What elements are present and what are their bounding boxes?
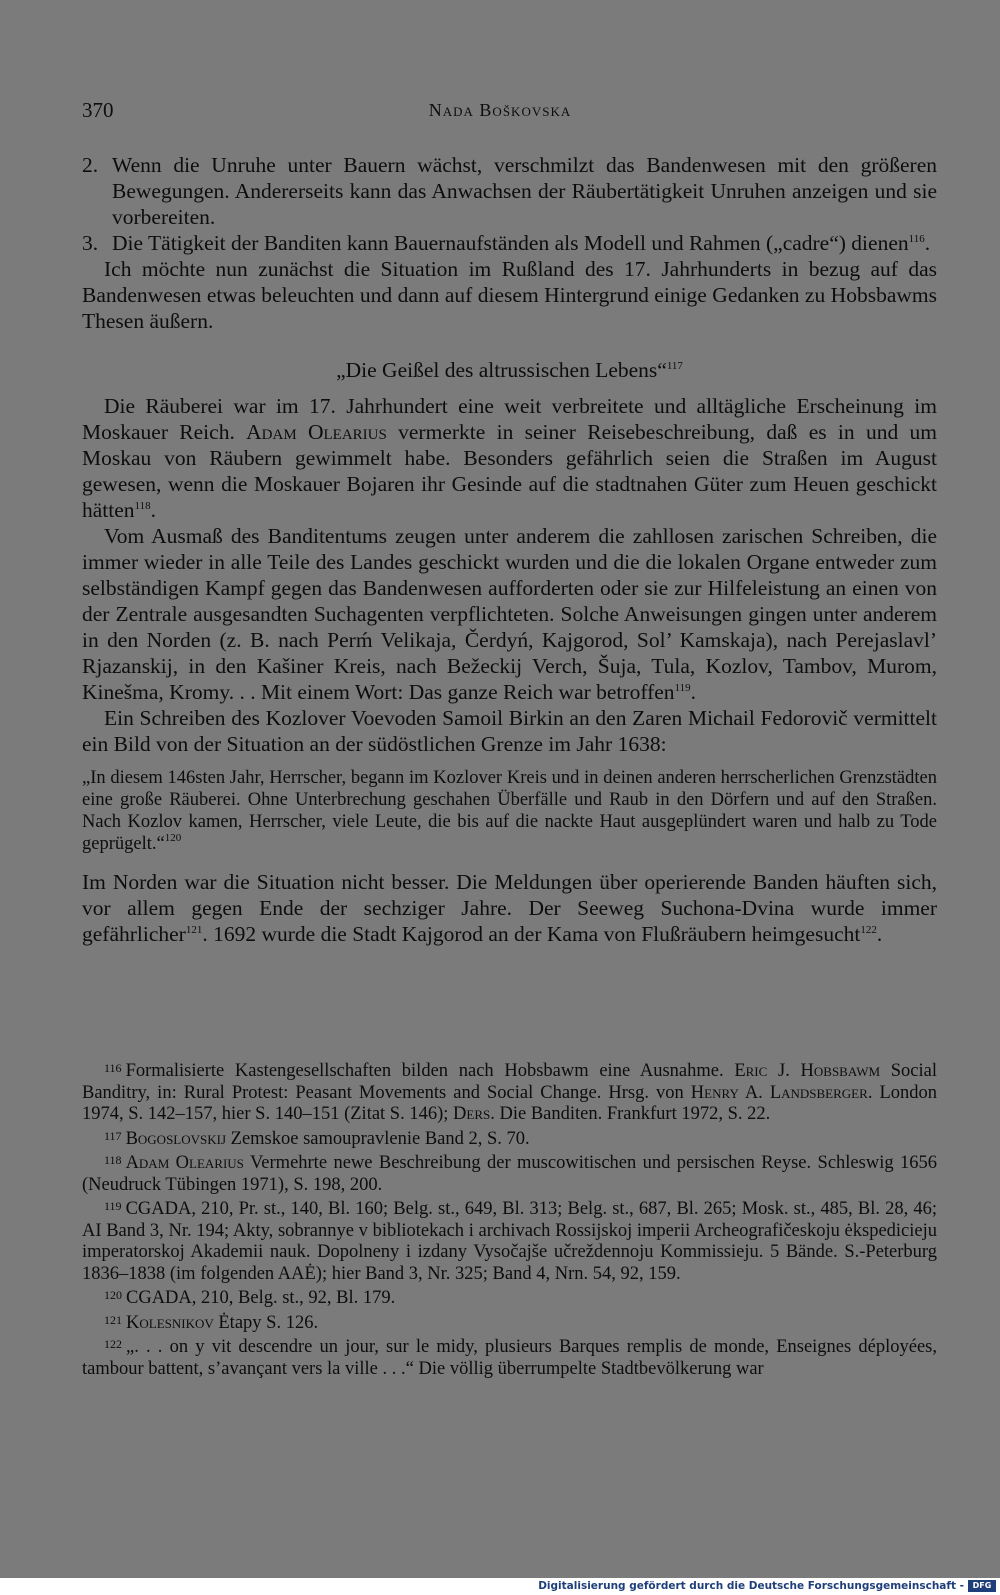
dfg-logo-icon[interactable]: DFG [968,1580,996,1592]
digitization-credit-bar [0,1578,1000,1595]
paragraph: Ein Schreiben des Kozlover Voevoden Samoil Birkin an den Zaren Michail Fedorovič vermittelt ein Bild von der Situation an der südöstlichen Grenze im Jahr 1638: [82,706,937,756]
author-name: Adam Olearius [246,420,387,444]
footnote-ref: 121 [185,924,203,936]
footnote-ref: 117 [666,360,683,372]
list-text: Wenn die Unruhe unter Bauern wächst, verschmilzt das Bandenwesen mit den größeren Bewegungen. Andererseits kann das Anwachsen der Räubertätigkeit Unruhen anzeigen und sie vorbereiten. [112,153,937,229]
footnote-119: $^{119}$ CGADA, 210, Pr. st., 140, Bl. 160; Belg. st., 649, Bl. 313; Belg. st., 687, Bl. 265; Mosk. st., 485, Bl. 28, 46; AI Band 3, Nr. 194; Akty, sobrannye v bibliotekach i archivach Rossijskoj imperii Archeografičeskoju ėkspedicieju imperatorskoj Akademii nauk. Dopolneny i izdany Vysočajše učreždennoju Kommissieju. 5 Bände. S.-Peterburg 1836–1838 (im folgenden AAĖ); hier Band 3, Nr. 325; Band 4, Nrn. 54, 92, 159. [82,1199,937,1284]
section-heading: „Die Geißel des altrussischen Lebens“$^{117}$ [336,358,683,382]
dfg-credit-text: Digitalisierung gefördert durch die Deutsche Forschungsgemeinschaft - [538,1580,964,1592]
page-number: 370 [82,98,114,122]
footnote-120: $^{120}$ CGADA, 210, Belg. st., 92, Bl. 179. [104,1288,396,1308]
footnote-122: $^{122}$ „. . . on y vit descendre un jour, sur le midy, plusieurs Barques remplis de monde, Enseignes déployées, tambour battent, s’avançant vers la ville . . .“ Die völlig überrumpelte Stadtbevölkerung war [82,1337,937,1379]
footnote-121: $^{121}$ Kolesnikov Ėtapy S. 126. [104,1312,319,1333]
list-item: 3. Die Tätigkeit der Banditen kann Bauernaufständen als Modell und Rahmen („cadre“) dienen$^{116}$. [82,231,931,255]
paragraph: Vom Ausmaß des Banditentums zeugen unter anderem die zahllosen zarischen Schreiben, die immer wieder in alle Teile des Landes geschickt wurden und die die lokalen Organe entweder zum selbständigen Kampf gegen das Bandenwesen aufforderten oder sie zur Hilfeleistung an einen von der Zentrale ausgesandten Suchagenten verpflichteten. Solche Anweisungen gingen unter anderem in den Norden (z. B. nach Perḿ Velikaja, Čerdyń, Kajgorod, Sol’ Kamskaja), nach Perejaslavl’ Rjazanskij, in den Kašiner Kreis, nach Bežeckij Verch, Šuja, Tula, Kozlov, Tambov, Murom, Kinešma, Kromy. . . Mit einem Wort: Das ganze Reich war betroffen$^{119}$. [82,524,937,704]
footnote-117: $^{117}$ Bogoslovskij Zemskoe samoupravlenie Band 2, S. 70. [104,1128,530,1149]
footnote-116: $^{116}$ Formalisierte Kastengesellschaften bilden nach Hobsbawm eine Ausnahme. Eric J. Hobsbawm Social Banditry, in: Rural Protest: Peasant Movements and Social Change. Hrsg. von Henry A. Landsberger. London 1974, S. 142–157, hier S. 140–151 (Zitat S. 146); Ders. Die Banditen. Frankfurt 1972, S. 22. [82,1061,938,1124]
footnotes [82,1058,937,1380]
intro-paragraph: Ich möchte nun zunächst die Situation im Rußland des 17. Jahrhunderts in bezug auf das Bandenwesen etwas beleuchten und dann auf diesem Hintergrund einige Gedanken zu Hobsbawms Thesen äußern. [82,257,937,333]
list-text: Die Tätigkeit der Banditen kann Bauernaufständen als Modell und Rahmen („cadre“) dienen [112,231,909,255]
footnote-ref: 116 [908,233,925,245]
footnote-ref: 122 [860,924,877,936]
footnote-118: $^{118}$ Adam Olearius Vermehrte newe Beschreibung der muscowitischen und persischen Reyse. Schleswig 1656 (Neudruck Tübingen 1971), S. 198, 200. [82,1153,937,1195]
footnote-ref: 118 [134,500,151,512]
list-item [82,152,937,230]
page-header [0,98,1000,128]
footnote-ref: 119 [674,682,691,694]
footnote-ref: 120 [164,832,182,844]
list-number: 2. [82,153,99,177]
block-quote: „In diesem 146sten Jahr, Herrscher, begann im Kozlover Kreis und in deinen anderen herrscherlichen Grenzstädten eine große Räuberei. Ohne Unterbrechung geschahen Überfälle und Raub in den Dörfern und auf den Straßen. Nach Kozlov kamen, Herrscher, viele Leute, die bis auf die nackte Haut ausgeplündert waren und halb zu Tode geprügelt.“$^{120}$ [82,768,937,854]
list-number: 3. [82,231,99,255]
paragraph: Die Räuberei war im 17. Jahrhundert eine weit verbreitete und alltägliche Erscheinung im Moskauer Reich. Adam Olearius vermerkte in seiner Reisebeschreibung, daß es in und um Moskau von Räubern gewimmelt habe. Besonders gefährlich seien die Straßen im August gewesen, wenn die Moskauer Bojaren ihr Gesinde auf die stadtnahen Güter zum Heuen geschickt hätten$^{118}$. [82,394,937,522]
running-head: Nada Boškovska [428,100,572,120]
paragraph: Im Norden war die Situation nicht besser. Die Meldungen über operierende Banden häuften sich, vor allem gegen Ende der sechziger Jahre. Der Seeweg Suchona-Dvina wurde immer gefährlicher$^{121}$. 1692 wurde die Stadt Kajgorod an der Kama von Flußräubern heimgesucht$^{122}$. [82,870,937,946]
main-text [82,152,937,947]
